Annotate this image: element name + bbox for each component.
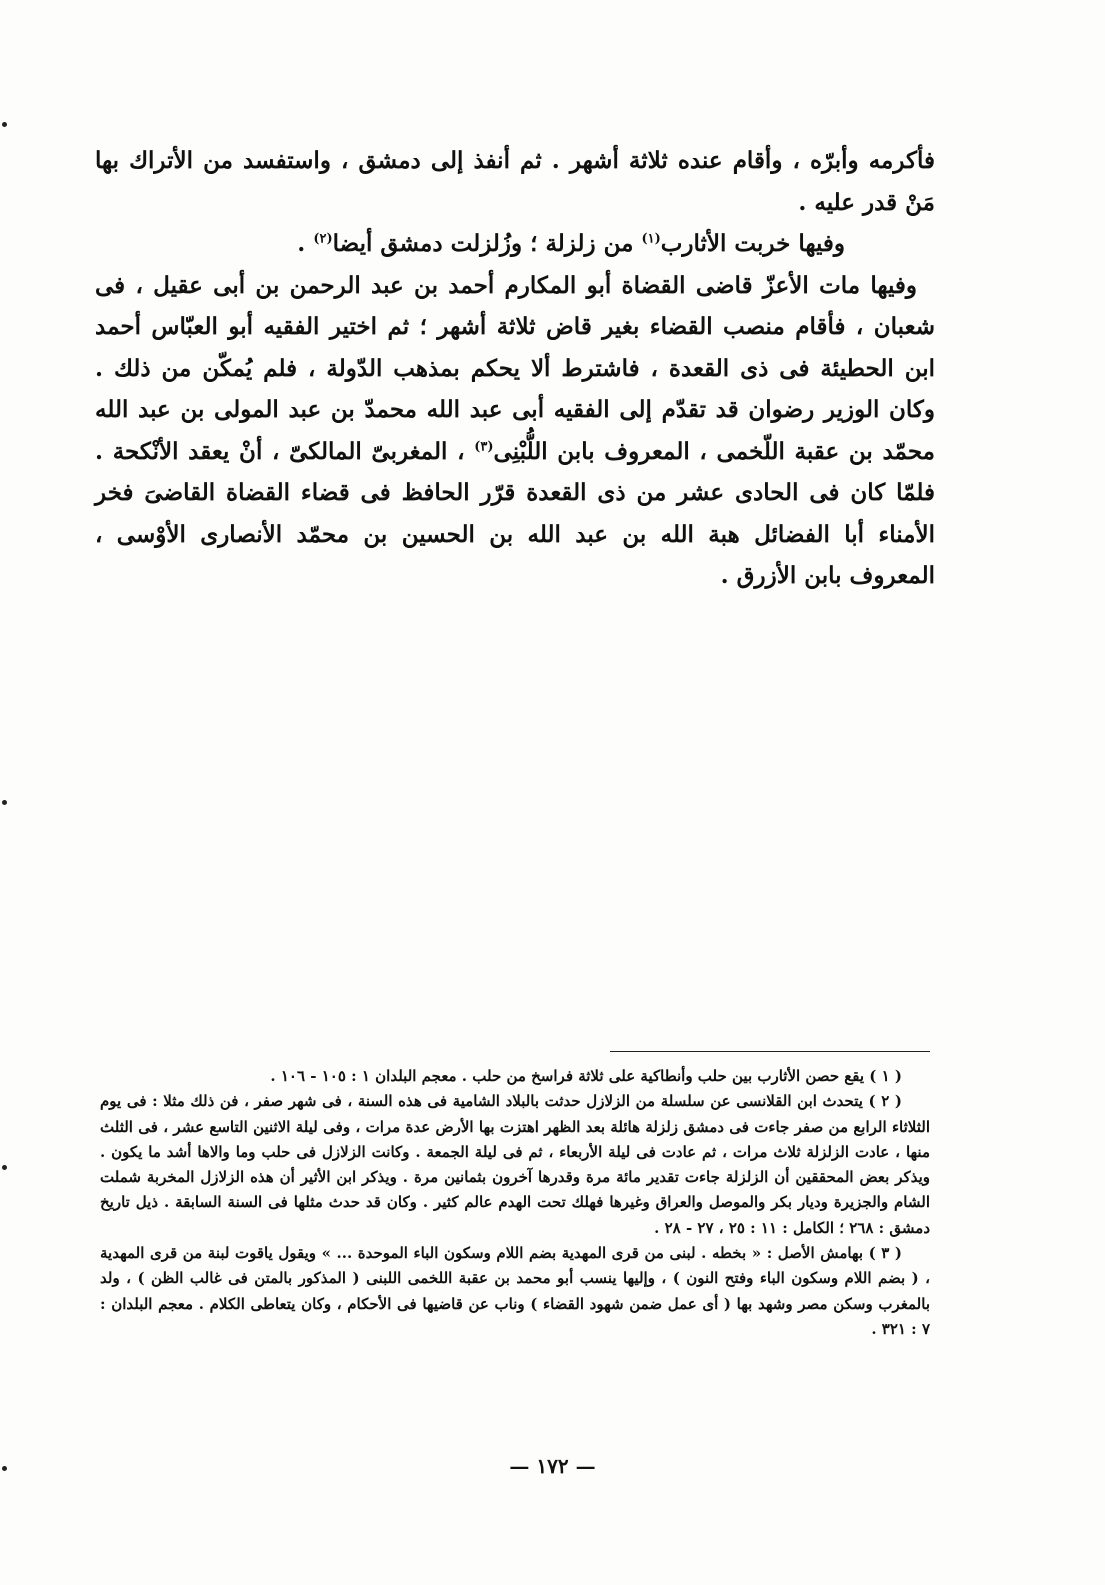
footnote-separator — [610, 1051, 930, 1052]
paragraph-2-text-start: وفيها خربت الأثارب — [660, 230, 845, 257]
footnote-ref-3: (٣) — [474, 438, 494, 454]
margin-mark — [2, 122, 7, 127]
paragraph-1: فأكرمه وأبرّه ، وأقام عنده ثلاثة أشهر . ثم أنفذ إلى دمشق ، واستفسد من الأتراك بها مَنْ قدر عليه . — [95, 147, 935, 216]
paragraph-3-text-end: ، المغربىّ المالكىّ ، أنْ يعقد الأنْكحة . فلمّا كان فى الحادى عشر من ذى القعدة قرّر الحافظ فى قضاء القضاة القاضىَ فخر الأمناء أبا الفضائل هبة الله بن عبد الله بن الحسين بن محمّد الأنصارى الأوْسى ، المعروف بابن الأزرق . — [95, 437, 935, 589]
paragraph-2-text-end: . — [297, 230, 314, 257]
footnote-2: ( ٢ ) يتحدث ابن القلانسى عن سلسلة من الزلازل حدثت بالبلاد الشامية فى هذه السنة ، فى شهر صفر ، فن ذلك مثلا : فى يوم الثلاثاء الرابع من صفر جاءت فى دمشق زلزلة هائلة بعد الظهر اهتزت بها الأرض عدة مرات ، وفى ليلة الاثنين التاسع عشر ، فى الثلث منها ، عادت الزلزلة ثلاث مرات ، ثم عادت فى ليلة الأربعاء ، ثم فى ليلة الجمعة . وكانت الزلازل فى حلب وما والاها أشد ما يكون . ويذكر بعض المحققين أن الزلزلة جاءت تقدير مائة مرة وقدرها آخرون بثمانين مرة . ويذكر ابن الأثير أن هذه الزلازل المخربة شملت الشام والجزيرة وديار بكر والموصل والعراق وغيرها فهلك تحت الهدم عالم كثير . وكان قد حدث مثلها فى السنة السابقة . ذيل تاريخ دمشق : ٢٦٨ ؛ الكامل : ١١ : ٢٥ ، ٢٧ - ٢٨ . — [100, 1092, 930, 1237]
margin-mark — [2, 1165, 7, 1170]
paragraph-2 — [95, 223, 935, 265]
footnote-1: ( ١ ) يقع حصن الأثارب بين حلب وأنطاكية على ثلاثة فراسخ من حلب . معجم البلدان ١ : ١٠٥ - ١٠٦ . — [270, 1067, 902, 1085]
footnote-ref-1: (١) — [641, 231, 661, 247]
paragraph-3 — [95, 265, 935, 597]
footnote-ref-2: (٢) — [313, 231, 333, 247]
margin-mark — [2, 800, 7, 805]
main-text-body — [95, 140, 935, 597]
paragraph-2-text-middle: من زلزلة ؛ وزُلزلت دمشق أيضا — [332, 230, 642, 257]
page-number: — ١٧٢ — — [509, 1454, 596, 1478]
footnotes-section — [100, 1064, 930, 1342]
footnote-3: ( ٣ ) بهامش الأصل : « بخطه . لبنى من قرى المهدية بضم اللام وسكون الباء الموحدة ... » ويقول ياقوت لبنة من قرى المهدية ، ( بضم اللام وسكون الباء وفتح النون ) ، وإليها ينسب أبو محمد بن عقبة اللخمى اللبنى ( المذكور بالمتن فى غالب الظن ) ، ولد بالمغرب وسكن مصر وشهد بها ( أى عمل ضمن شهود القضاء ) وناب عن قاضيها فى الأحكام ، وكان يتعاطى الكلام . معجم البلدان : ٧ : ٣٢١ . — [100, 1244, 930, 1338]
paragraph-3-text-start: وفيها مات الأعزّ قاضى القضاة أبو المكارم أحمد بن عبد الرحمن بن أبى عقيل ، فى شعبان ، فأقام منصب القضاء بغير قاض ثلاثة أشهر ؛ ثم اختير الفقيه أبو العبّاس أحمد ابن الحطيئة فى ذى القعدة ، فاشترط ألا يحكم بمذهب الدّولة ، فلم يُمكّن من ذلك . وكان الوزير رضوان قد تقدّم إلى الفقيه أبى عبد الله محمدّ بن عبد المولى بن عبد الله محمّد بن عقبة اللّخمى ، المعروف بابن اللُّبْنِى — [95, 271, 935, 465]
